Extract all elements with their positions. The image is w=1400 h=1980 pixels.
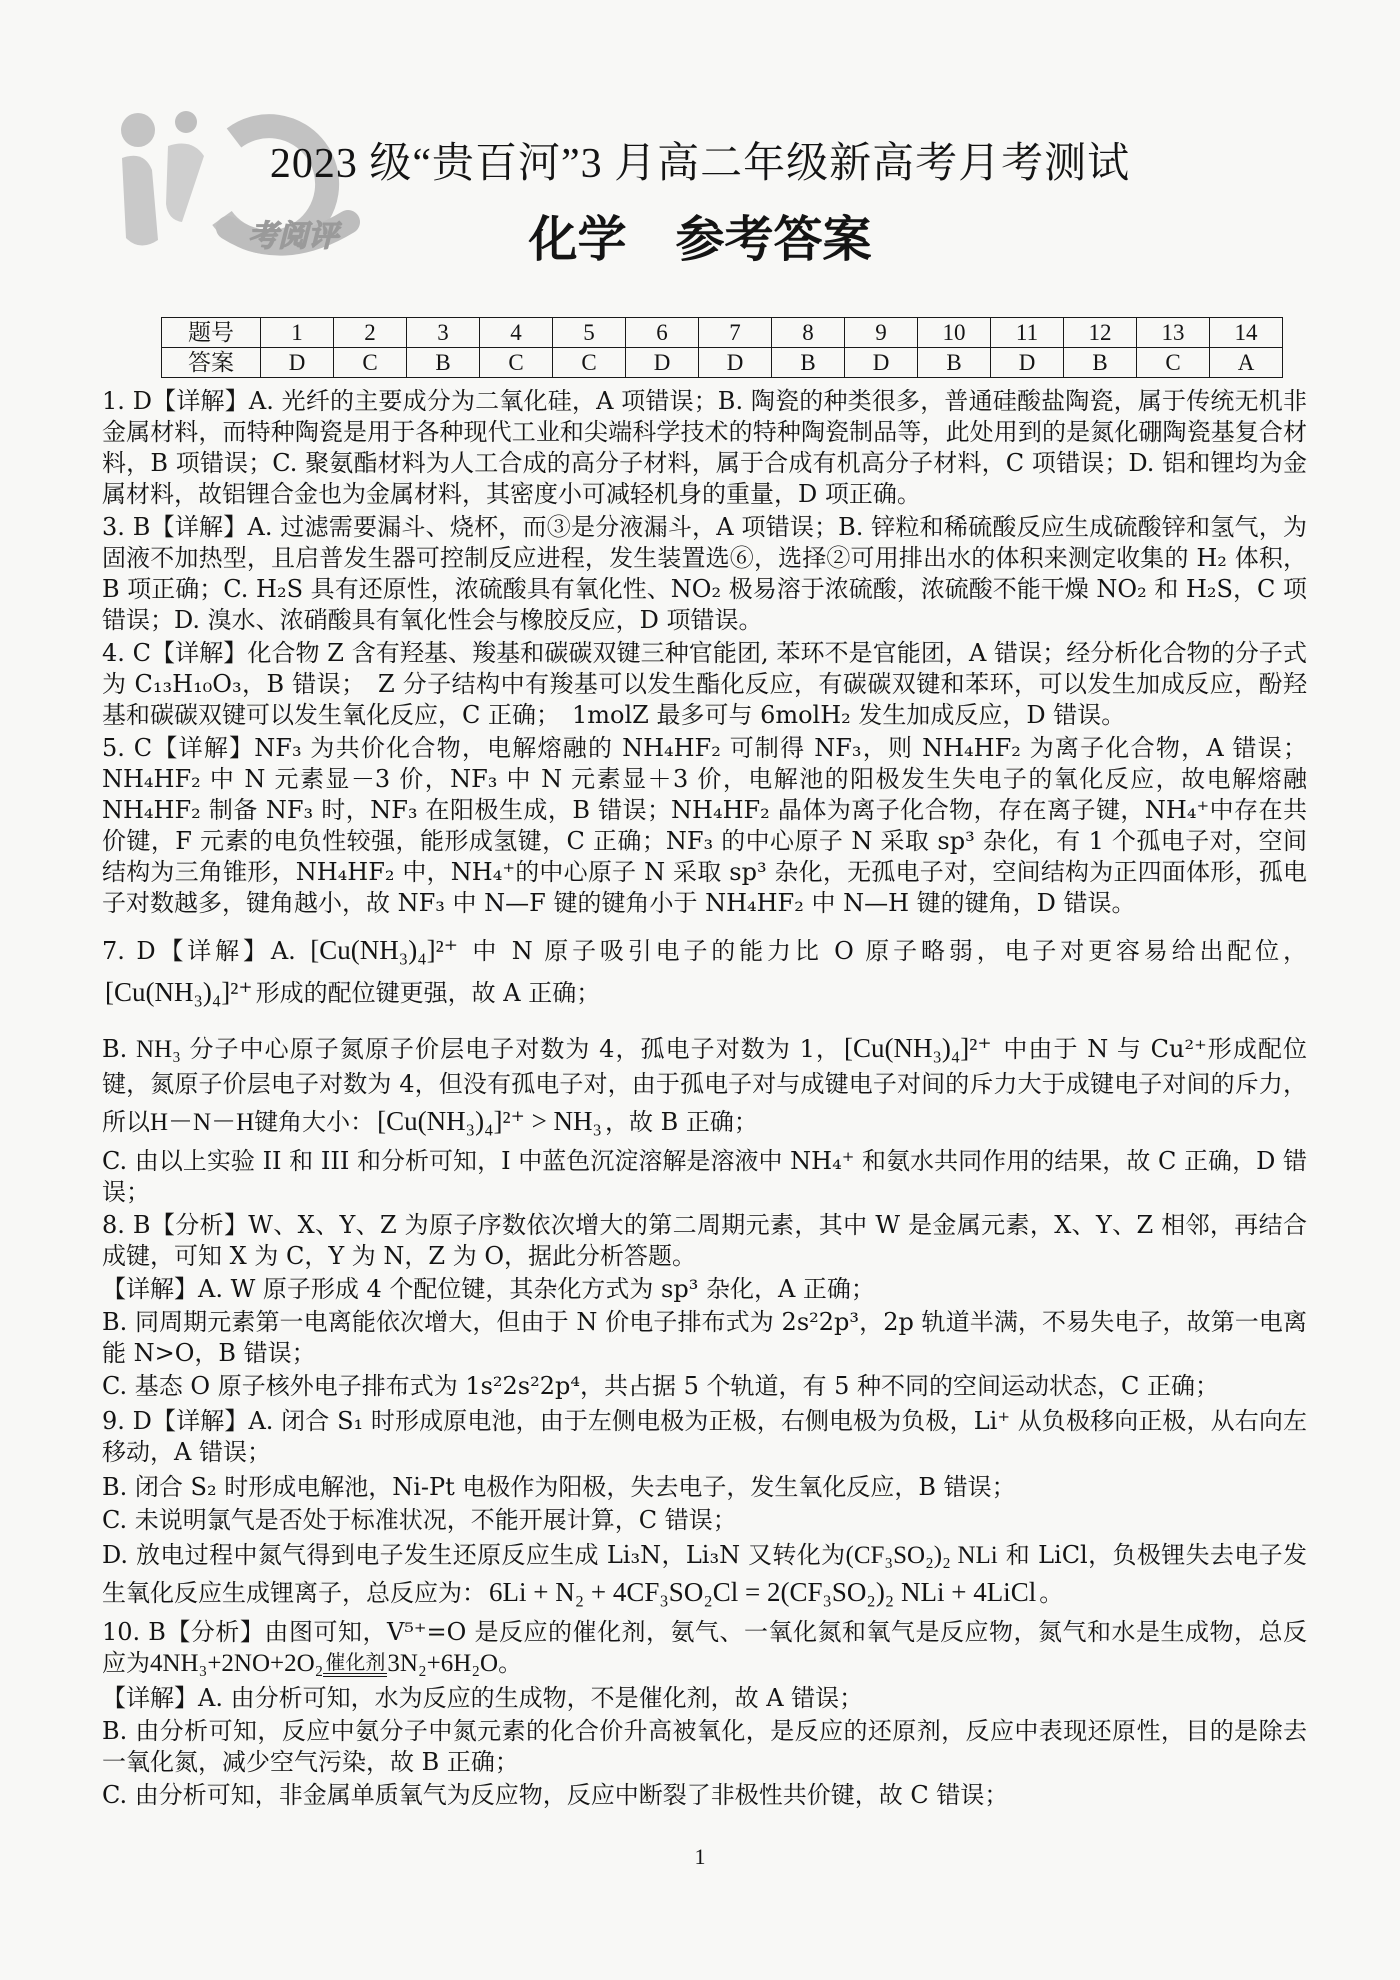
question-number-cell: 9 <box>845 318 918 348</box>
answer-cell: D <box>261 348 334 378</box>
logo-figure-head <box>175 111 197 133</box>
reaction-condition: 催化剂 <box>323 1651 387 1677</box>
question-number-cell: 2 <box>334 318 407 348</box>
explanation-q8: 8. B【分析】W、X、Y、Z 为原子序数依次增大的第二周期元素，其中 W 是金属元素，X、Y、Z 相邻，再结合成键，可知 X 为 C，Y 为 N，Z 为 O，据此分析答题。 <box>102 1211 1307 1270</box>
question-number-cell: 1 <box>261 318 334 348</box>
formula-angle-comparison: [Cu(NH₃)₄]²⁺ > NH₃ <box>377 1106 602 1136</box>
answer-cell: C <box>480 348 553 378</box>
question-number-cell: 4 <box>480 318 553 348</box>
question-number-cell: 11 <box>991 318 1064 348</box>
explanation-text: D. 放电过程中氮气得到电子发生还原反应生成 Li₃N，Li₃N 又转化为 <box>102 1541 846 1569</box>
answer-row <box>162 348 1283 378</box>
explanations <box>102 386 1307 1813</box>
explanation-q8-c: C. 基态 O 原子核外电子排布式为 1s²2s²2p⁴，共占据 5 个轨道，有 5 种不同的空间运动状态，C 正确； <box>102 1372 1220 1400</box>
question-number-cell: 7 <box>699 318 772 348</box>
explanation-q10-b: B. 由分析可知，反应中氨分子中氮元素的化合价升高被氧化，是反应的还原剂，反应中表现还原性，目的是除去一氧化氮，减少空气污染，故 B 正确； <box>102 1717 1307 1776</box>
formula-copper-ammine-complex: [Cu(NH₃)₄]²⁺ <box>310 935 458 965</box>
question-number-cell: 14 <box>1210 318 1283 348</box>
explanation-q10 <box>102 1617 1307 1679</box>
formula-copper-ammine-complex: [Cu(NH₃)₄]²⁺ <box>105 977 253 1007</box>
explanation-q9-a: 9. D【详解】A. 闭合 S₁ 时形成原电池，由于左侧电极为正极，右侧电极为负极，Li⁺ 从负极移向正极，从右向左移动，A 错误； <box>102 1407 1307 1466</box>
explanation-text: 和 LiCl，负极锂失去电子发生氧化反应生成锂离子，总反应为： <box>102 1541 1307 1607</box>
question-number-cell: 10 <box>918 318 991 348</box>
answer-cell: D <box>991 348 1064 378</box>
explanation-text: 键角大小： <box>254 1108 375 1136</box>
explanation-text: 形成的配位键更强，故 A 正确； <box>255 979 601 1007</box>
question-number-cell: 13 <box>1137 318 1210 348</box>
explanation-text: 。 <box>1039 1579 1064 1607</box>
explanation-text: 中 N 原子吸引电子的能力比 O 原子略弱，电子对更容易给出配位， <box>460 937 1308 965</box>
explanation-q1: 1. D【详解】A. 光纤的主要成分为二氧化硅，A 项错误；B. 陶瓷的种类很多，普通硅酸盐陶瓷，属于传统无机非金属材料，而特种陶瓷是用于各种现代工业和尖端科学技术的特种陶瓷制品等，此处用到的是氮化硼陶瓷基复合材料，B 项错误；C. 聚氨酯材料为人工合成的高分子材料，属于合成有机高分子材料，C 项错误；D. 铝和锂均为金属材料，故铝锂合金也为金属材料，其密度小可减轻机身的重量，D 项正确。 <box>102 387 1307 508</box>
explanation-text: 10. B【分析】由图可知，V⁵⁺=O 是反应的催化剂，氨气、一氧化氮和氧气是反应物，氮气和水是生成物，总反应为 <box>102 1618 1307 1677</box>
explanation-text: 中由于 N 与 Cu²⁺形成配位键，氮原子价层电子对数为 4，但没有孤电子对，由于孤电子对与成键电子对间的斥力大于成键电子对间的斥力，所以 <box>102 1035 1307 1136</box>
logo-text: 考阅评 <box>248 219 338 254</box>
explanation-text: 分子中心原子氮原子价层电子对数为 4，孤电子对数为 1， <box>180 1035 841 1063</box>
explanation-text: ，故 B 正确； <box>604 1108 758 1136</box>
question-number-cell: 8 <box>772 318 845 348</box>
answer-table <box>161 317 1283 378</box>
answer-cell: C <box>334 348 407 378</box>
answer-cell: D <box>699 348 772 378</box>
explanation-q8-a: 【详解】A. W 原子形成 4 个配位键，其杂化方式为 sp³ 杂化，A 正确； <box>102 1275 875 1303</box>
explanation-q10-c: C. 由分析可知，非金属单质氧气为反应物，反应中断裂了非极性共价键，故 C 错误； <box>102 1781 1009 1809</box>
explanation-q8-b: B. 同周期元素第一电离能依次增大，但由于 N 价电子排布式为 2s²2p³，2p 轨道半满，不易失电子，故第一电离能 N>O，B 错误； <box>102 1308 1307 1367</box>
explanation-q5: 5. C【详解】NF₃ 为共价化合物，电解熔融的 NH₄HF₂ 可制得 NF₃，则 NH₄HF₂ 为离子化合物，A 错误；NH₄HF₂ 中 N 元素显－3 价，NF₃ 中 N 元素显＋3 价，电解池的阳极发生失电子的氧化反应，故电解熔融 NH₄HF₂ 制备 NF₃ 时，NF₃ 在阳极生成，B 错误；NH₄HF₂ 晶体为离子化合物，存在离子键，NH₄⁺中存在共价键，F 元素的电负性较强，能形成氢键，C 正确；NF₃ 的中心原子 N 采取 sp³ 杂化，有 1 个孤电子对，空间结构为三角锥形，NH₄HF₂ 中，NH₄⁺的中心原子 N 采取 sp³ 杂化，无孤电子对，空间结构为正四面体形，孤电子对数越多，键角越小，故 NF₃ 中 N—F 键的键角小于 NH₄HF₂ 中 N—H 键的键角，D 错误。 <box>102 734 1307 917</box>
question-number-cell: 3 <box>407 318 480 348</box>
explanation-q9-c: C. 未说明氯气是否处于标准状况，不能开展计算，C 错误； <box>102 1506 737 1534</box>
page-title: 2023 级“贵百河”3 月高二年级新高考月考测试 <box>269 141 1131 187</box>
explanation-q9-b: B. 闭合 S₂ 时形成电解池，Ni-Pt 电极作为阳极，失去电子，发生氧化反应，B 错误； <box>102 1473 1016 1501</box>
explanation-q9-d <box>102 1540 1307 1613</box>
answer-cell: B <box>772 348 845 378</box>
formula-lithium-salt: (CF₃SO₂)₂ NLi <box>845 1542 998 1569</box>
question-number-cell: 12 <box>1064 318 1137 348</box>
formula-ammonia: NH₃ <box>135 1036 181 1063</box>
question-number-row <box>162 318 1283 348</box>
row-header-cell: 答案 <box>162 348 261 378</box>
page-number: 1 <box>694 1844 706 1869</box>
explanation-q7-c: C. 由以上实验 II 和 III 和分析可知，I 中蓝色沉淀溶解是溶液中 NH₄⁺ 和氨水共同作用的结果，故 C 正确，D 错误； <box>102 1147 1307 1206</box>
answer-cell: D <box>626 348 699 378</box>
explanation-q10-a: 【详解】A. 由分析可知，水为反应的生成物，不是催化剂，故 A 错误； <box>102 1684 864 1712</box>
question-number-cell: 6 <box>626 318 699 348</box>
page-subtitle: 化学 参考答案 <box>528 210 872 268</box>
answer-cell: B <box>407 348 480 378</box>
answer-cell: D <box>845 348 918 378</box>
explanation-text: 。 <box>498 1649 523 1677</box>
question-number-cell: 5 <box>553 318 626 348</box>
answer-cell: C <box>1137 348 1210 378</box>
explanation-q4: 4. C【详解】化合物 Z 含有羟基、羧基和碳碳双键三种官能团, 苯环不是官能团，A 错误；经分析化合物的分子式为 C₁₃H₁₀O₃，B 错误； Z 分子结构中有羧基可以发生酯化反应，有碳碳双键和苯环，可以发生加成反应，酚羟基和碳碳双键可以发生氧化反应，C 正确； 1molZ 最多可与 6molH₂ 发生加成反应，D 错误。 <box>102 639 1307 729</box>
formula-copper-ammine-complex: [Cu(NH₃)₄]²⁺ <box>843 1033 992 1063</box>
formula-products: 3N₂+6H₂O <box>387 1650 499 1677</box>
formula-bond-angle: H－N－H <box>150 1109 255 1136</box>
explanation-text: 7. D【详解】A. <box>102 937 308 965</box>
answer-cell: A <box>1210 348 1283 378</box>
explanation-q7-b <box>102 1027 1307 1142</box>
formula-reactants: 4NH₃+2NO+2O₂ <box>150 1650 324 1677</box>
formula-total-reaction: 6Li + N₂ + 4CF₃SO₂Cl = 2(CF₃SO₂)₂ NLi + 4LiCl <box>489 1577 1037 1607</box>
explanation-q3: 3. B【详解】A. 过滤需要漏斗、烧杯，而③是分液漏斗，A 项错误；B. 锌粒和稀硫酸反应生成硫酸锌和氢气，为固液不加热型，且启普发生器可控制反应进程，发生装置选⑥，选择②可用排出水的体积来测定收集的 H₂ 体积，B 项正确；C. H₂S 具有还原性，浓硫酸具有氧化性、NO₂ 极易溶于浓硫酸，浓硫酸不能干燥 NO₂ 和 H₂S，C 项错误；D. 溴水、浓硝酸具有氧化性会与橡胶反应，D 项错误。 <box>102 513 1307 634</box>
explanation-q7-a <box>102 929 1307 1013</box>
explanation-text: B. <box>102 1035 136 1063</box>
row-header-cell: 题号 <box>162 318 261 348</box>
answer-cell: B <box>918 348 991 378</box>
answer-cell: B <box>1064 348 1137 378</box>
answer-cell: C <box>553 348 626 378</box>
